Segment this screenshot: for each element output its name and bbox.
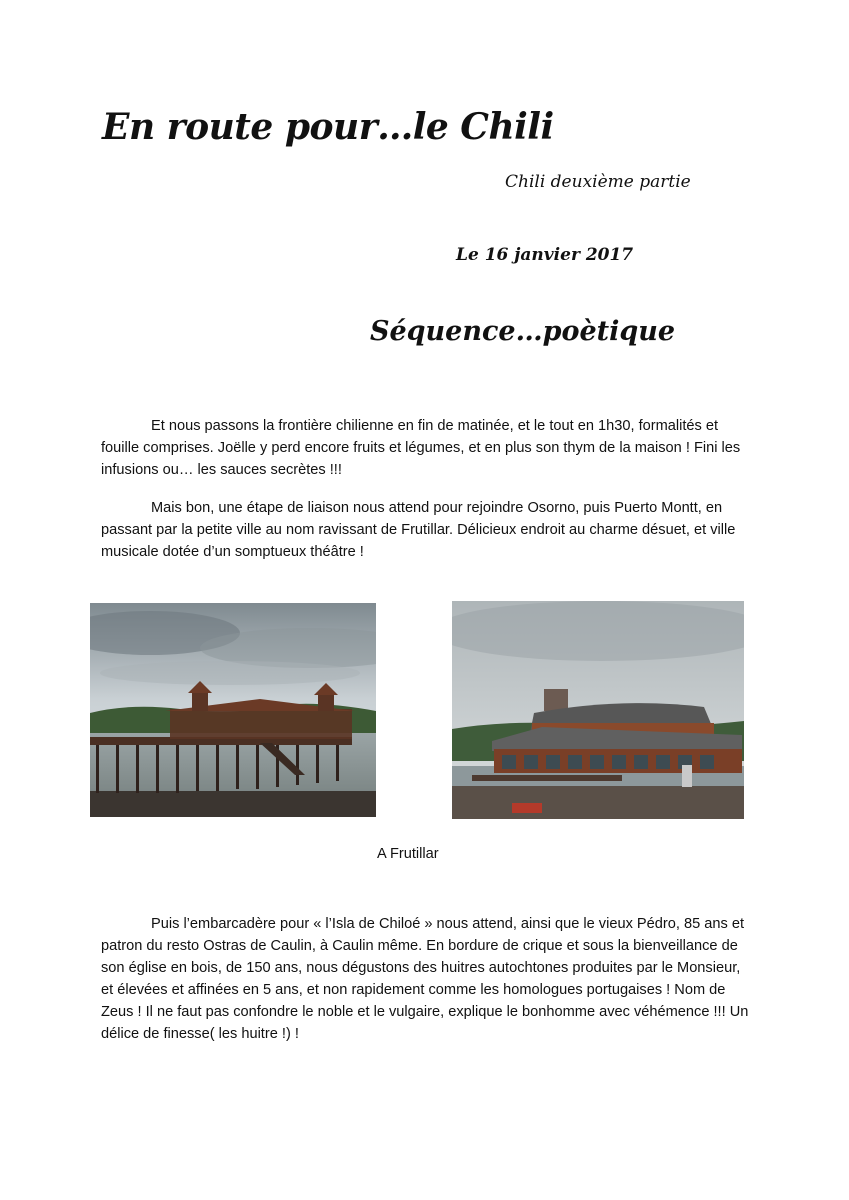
theatre-photo	[452, 601, 744, 819]
paragraph-chiloe: Puis l’embarcadère pour « l’Isla de Chiloé » nous attend, ainsi que le vieux Pédro, 85 ans et patron du resto Ostras de Caulin, à Caulin même. En bordure de crique et sous la bienveillance de son église en bois, de 150 ans, nous dégustons des huitres autochtones produites par le Monsieur, et élevées et affinées en 5 ans, et non rapidement comme les homologues portugaises ! Nom de Zeus ! Il ne faut pas confondre le noble et le vulgaire, explique le bonhomme avec véhémence !!! Un délice de finesse( les huitre !) !	[101, 916, 749, 1042]
pier-photo	[90, 603, 376, 817]
document-subtitle: Chili deuxième partie	[505, 172, 691, 192]
photo-caption: A Frutillar	[377, 846, 439, 862]
document-title: En route pour…le Chili	[102, 106, 554, 148]
section-heading: Séquence…poètique	[370, 316, 676, 347]
paragraph-frutillar: Mais bon, une étape de liaison nous attend pour rejoindre Osorno, puis Puerto Montt, en passant par la petite ville au nom ravissant de Frutillar. Délicieux endroit au charme désuet, et ville musicale dotée d’un somptueux théâtre !	[101, 500, 736, 560]
document-date: Le 16 janvier 2017	[456, 245, 634, 265]
paragraph-border-crossing: Et nous passons la frontière chilienne en fin de matinée, et le tout en 1h30, formalités et fouille comprises. Joëlle y perd encore fruits et légumes, et en plus son thym de la maison ! Fini les infusions ou… les sauces secrètes !!!	[101, 418, 741, 478]
